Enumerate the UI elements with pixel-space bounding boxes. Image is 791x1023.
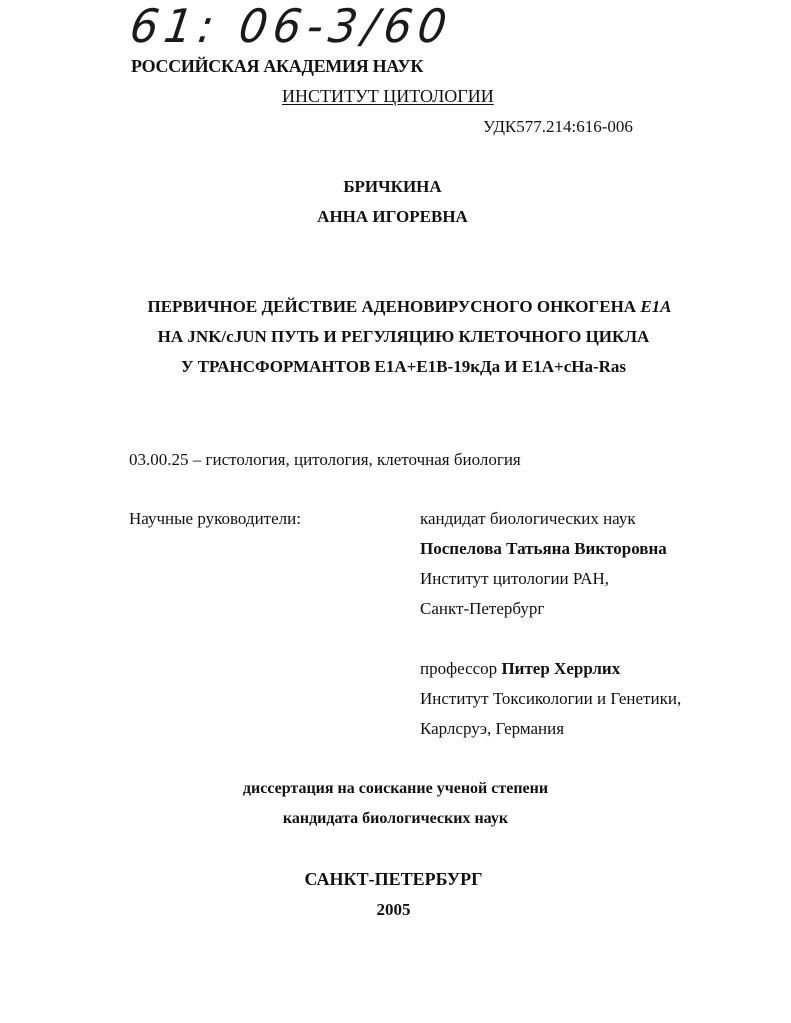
specialty-code: 03.00.25 – гистология, цитология, клеточная биология [129, 450, 521, 469]
supervisor-1-name-bold: Поспелова Татьяна Викторовна [420, 539, 667, 558]
publication-year: 2005 [376, 900, 411, 919]
thesis-title-line-1 [14, 297, 791, 317]
handwritten-archive-code: 61: 06-3/60 [126, 0, 456, 54]
supervisors-label: Научные руководители: [129, 509, 301, 528]
institute-name: ИНСТИТУТ ЦИТОЛОГИИ [282, 86, 494, 106]
publication-city: САНКТ-ПЕТЕРБУРГ [304, 869, 483, 889]
supervisor-1-degree: кандидат биологических наук [420, 509, 636, 528]
dissertation-statement-line-2: кандидата биологических наук [282, 810, 509, 827]
supervisor-2-title-name [420, 659, 620, 679]
supervisor-2-name-bold: Питер Херрлих [501, 659, 621, 678]
supervisor-1-affiliation: Институт цитологии РАН, [420, 569, 609, 588]
supervisor-1-name [420, 539, 667, 559]
supervisor-2-title: профессор [420, 659, 502, 678]
supervisor-1-city: Санкт-Петербург [420, 599, 545, 618]
supervisor-2-city: Карлсруэ, Германия [420, 719, 565, 738]
thesis-title-gene-italic: E1A [640, 297, 672, 316]
thesis-title-line-3: У ТРАНСФОРМАНТОВ E1A+E1B-19кДа И E1A+cHa-Ras [180, 357, 627, 376]
dissertation-statement-line-1: диссертация на соискание ученой степени [242, 780, 549, 797]
supervisor-2-affiliation: Институт Токсикологии и Генетики, [420, 689, 682, 708]
udk-code: УДК577.214:616-006 [483, 117, 633, 136]
thesis-title-line-1-main: ПЕРВИЧНОЕ ДЕЙСТВИЕ АДЕНОВИРУСНОГО ОНКОГЕНА [147, 297, 641, 316]
organization-name: РОССИЙСКАЯ АКАДЕМИЯ НАУК [131, 56, 424, 76]
thesis-title-line-2: НА JNK/cJUN ПУТЬ И РЕГУЛЯЦИЮ КЛЕТОЧНОГО ЦИКЛА [157, 327, 650, 346]
author-given-names: АННА ИГОРЕВНА [317, 207, 468, 226]
author-surname: БРИЧКИНА [343, 177, 442, 196]
